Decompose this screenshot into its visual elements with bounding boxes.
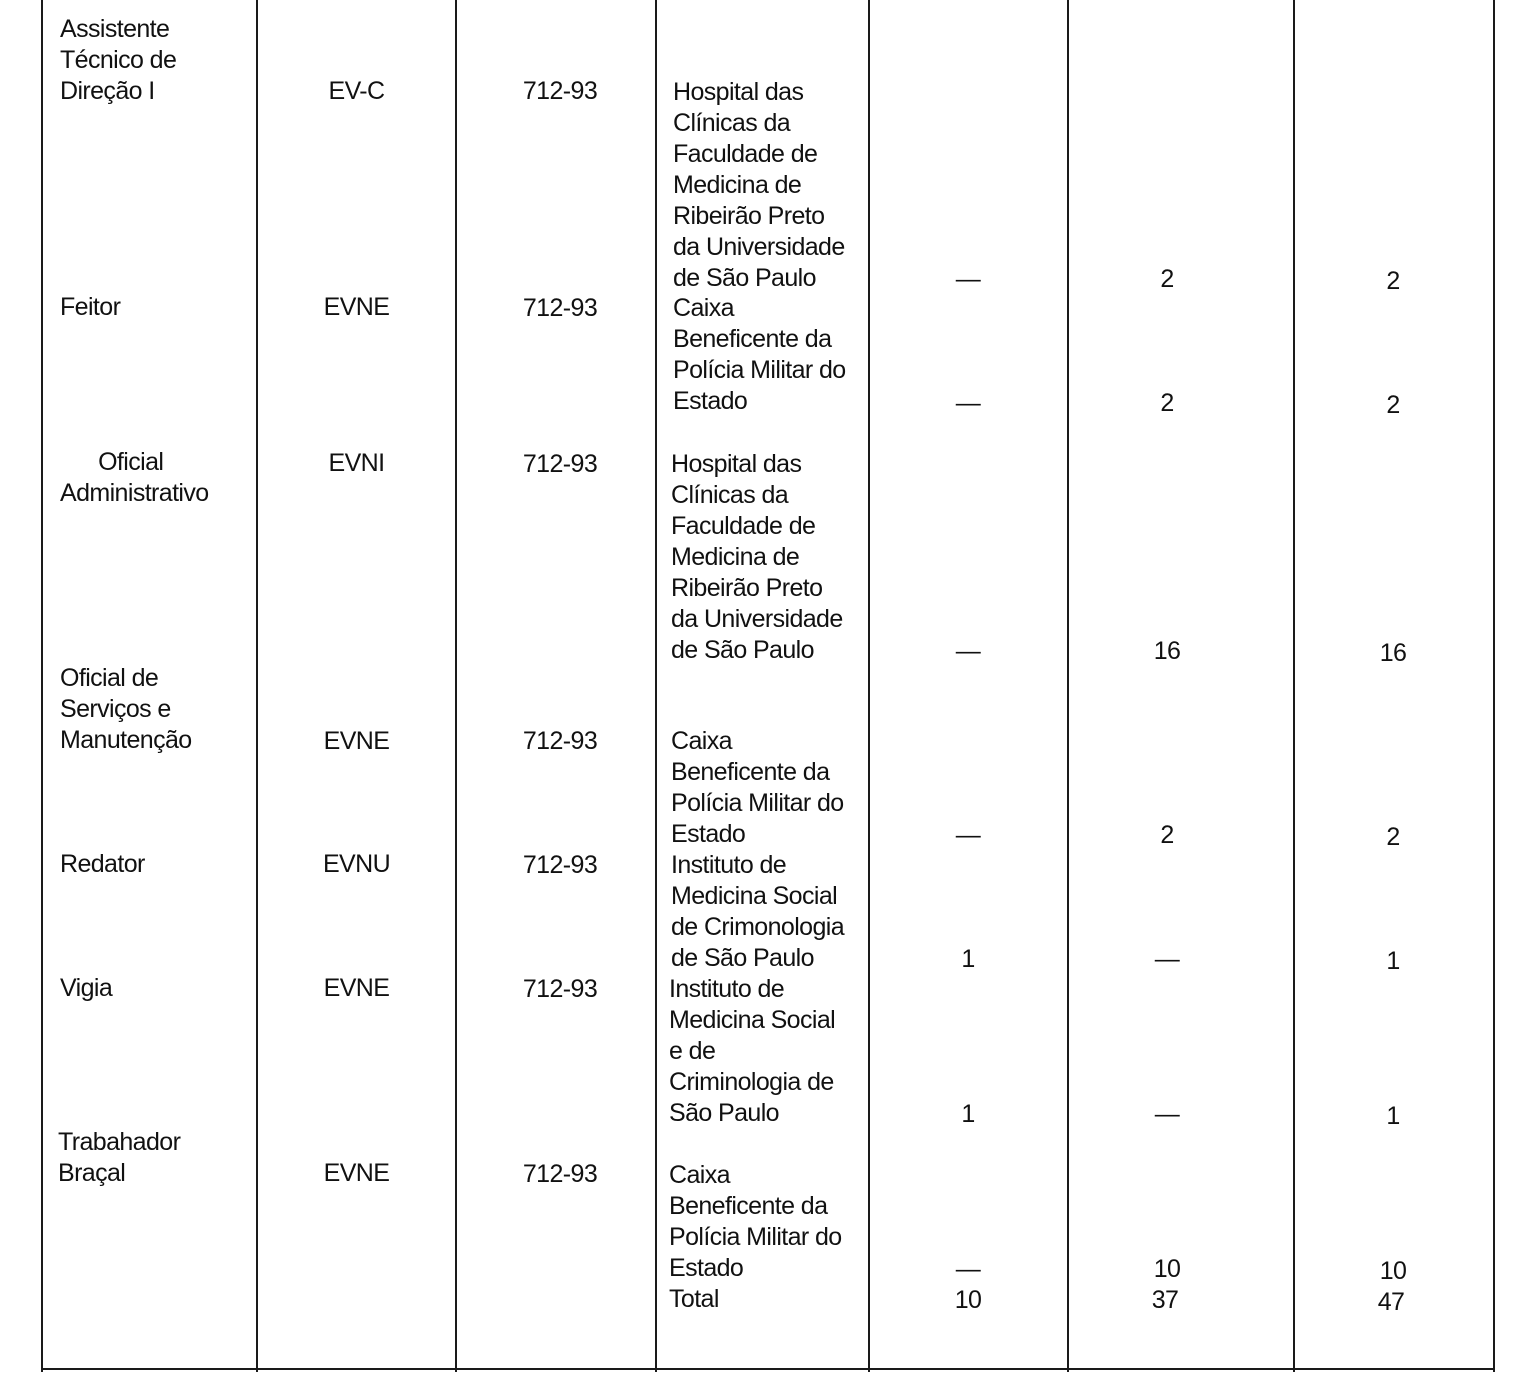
- cargo-cell: Oficial de Serviços e Manutenção: [60, 664, 192, 754]
- quantity-cell: —: [955, 1255, 981, 1283]
- orgao-cell: Hospital das Clínicas da Faculdade de Medicina de Ribeirão Preto da Universidade de São Paulo: [673, 78, 845, 292]
- quantity-cell: 2: [1160, 265, 1174, 293]
- lei-cell: 712-93: [522, 1160, 598, 1188]
- total-quantity-cell: 2: [1386, 391, 1400, 419]
- lei-cell: 712-93: [522, 450, 598, 478]
- referencia-cell: EVNE: [323, 727, 390, 755]
- referencia-cell: EVNE: [323, 974, 390, 1002]
- cargo-cell: [60, 416, 209, 540]
- quantity-cell: 1: [961, 945, 975, 973]
- total-quantity-cell: 1: [1386, 1102, 1400, 1130]
- total-label: Total: [669, 1285, 719, 1313]
- orgao-cell: Caixa Beneficente da Polícia Militar do Estado: [673, 294, 846, 415]
- quantity-cell: —: [955, 389, 981, 417]
- orgao-cell: Instituto de Medicina Social de Crimonologia de São Paulo: [671, 851, 845, 972]
- total-col1: 10: [954, 1286, 982, 1314]
- quantity-cell: 2: [1160, 389, 1174, 417]
- quantity-cell: 1: [961, 1100, 975, 1128]
- cargo-cell: Vigia: [60, 974, 113, 1002]
- quantity-cell: —: [955, 637, 981, 665]
- quantity-cell: 16: [1153, 637, 1181, 665]
- quantity-cell: —: [1154, 1100, 1180, 1128]
- lei-cell: 712-93: [522, 294, 598, 322]
- cargo-cell: Assistente Técnico de Direção I: [60, 15, 177, 105]
- quantity-cell: —: [955, 821, 981, 849]
- cargo-cell: Feitor: [60, 293, 121, 321]
- orgao-cell: Instituto de Medicina Social e de Criminologia de São Paulo: [669, 975, 836, 1127]
- total-quantity-cell: 16: [1379, 639, 1407, 667]
- quantity-cell: —: [1154, 945, 1180, 973]
- referencia-cell: EVNE: [323, 1159, 390, 1187]
- total-quantity-cell: 2: [1386, 267, 1400, 295]
- total-col3: 47: [1377, 1288, 1405, 1316]
- orgao-cell: Caixa Beneficente da Polícia Militar do Estado: [669, 1161, 842, 1282]
- referencia-cell: EVNI: [328, 449, 385, 477]
- column-divider: [1067, 0, 1069, 1372]
- lei-cell: 712-93: [522, 851, 598, 879]
- column-divider: [1293, 0, 1295, 1372]
- orgao-cell: Hospital das Clínicas da Faculdade de Medicina de Ribeirão Preto da Universidade de São Paulo: [671, 450, 843, 664]
- orgao-cell: Caixa Beneficente da Polícia Militar do Estado: [671, 727, 844, 848]
- referencia-cell: EVNE: [323, 293, 390, 321]
- quantity-cell: 10: [1153, 1255, 1181, 1283]
- cargo-cell: Trabahador Braçal: [58, 1128, 181, 1187]
- referencia-cell: EVNU: [322, 850, 391, 878]
- cargo-cell: Redator: [60, 850, 145, 878]
- table-border-left: [41, 0, 43, 1372]
- referencia-cell: EV-C: [328, 77, 385, 105]
- total-quantity-cell: 2: [1386, 823, 1400, 851]
- column-divider: [868, 0, 870, 1372]
- cargo-line: Oficial Administrativo: [60, 448, 209, 507]
- lei-cell: 712-93: [522, 77, 598, 105]
- table-border-right: [1493, 0, 1495, 1372]
- quantity-cell: 2: [1160, 821, 1174, 849]
- table-border-bottom: [41, 1368, 1495, 1370]
- total-quantity-cell: 1: [1386, 947, 1400, 975]
- total-col2: 37: [1151, 1286, 1179, 1314]
- lei-cell: 712-93: [522, 727, 598, 755]
- total-quantity-cell: 10: [1379, 1257, 1407, 1285]
- lei-cell: 712-93: [522, 975, 598, 1003]
- quantity-cell: —: [955, 265, 981, 293]
